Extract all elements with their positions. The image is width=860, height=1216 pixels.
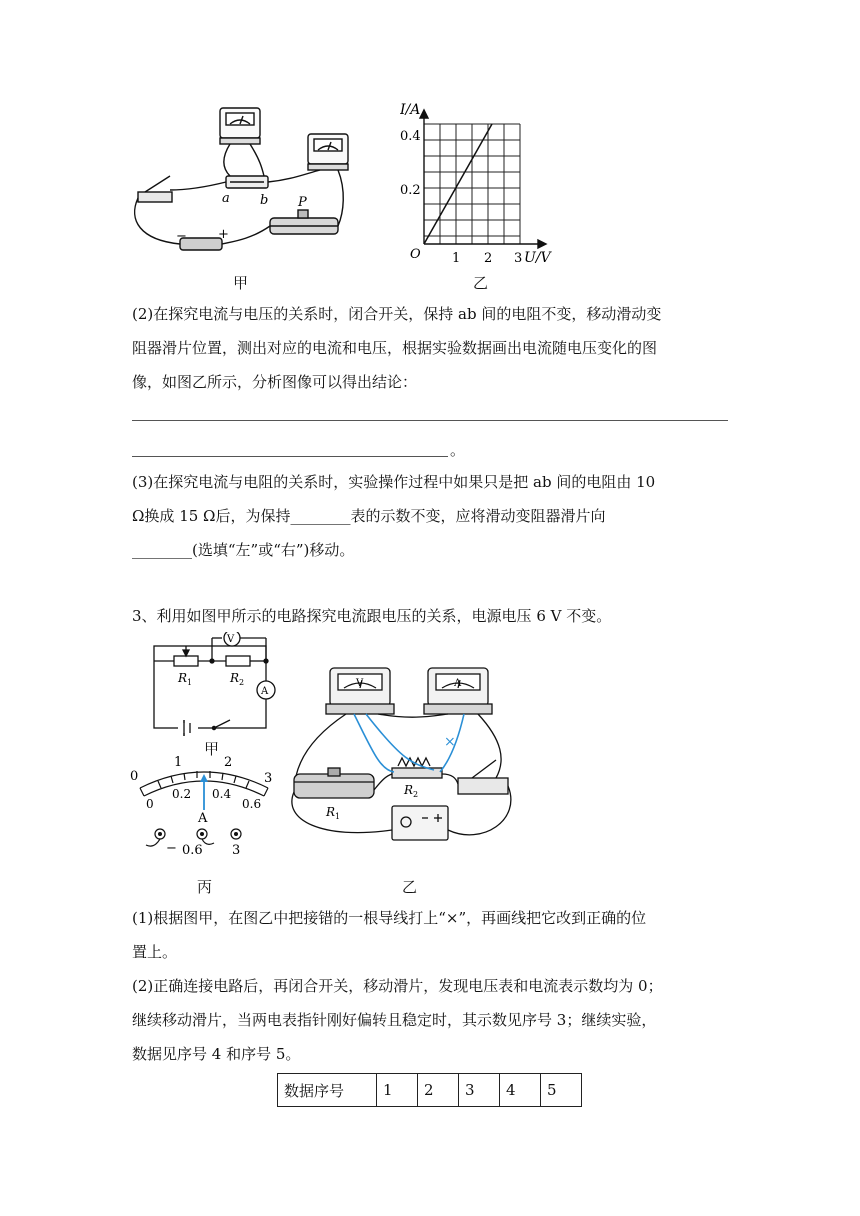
q3-part1-line1: (1)根据图甲，在图乙中把接错的一根导线打上“×”，再画线把它改到正确的位 — [132, 909, 647, 927]
q2-part3-line2: Ω换成 15 Ω后，为保持________表的示数不变，应将滑动变阻器滑片向 — [132, 507, 606, 525]
scale-bottom-06: 0.6 — [242, 797, 262, 811]
table-cell-4: 4 — [500, 1074, 541, 1107]
q3-part2-line2: 继续移动滑片，当两电表指针刚好偏转且稳定时，其示数见序号 3；继续实验， — [132, 1011, 657, 1029]
label-minus: − — [176, 229, 187, 244]
q3-caption-bing: 丙 — [197, 878, 213, 896]
label-b: b — [260, 193, 269, 208]
schematic-r1-sub: 1 — [187, 678, 193, 687]
scale-top-2: 2 — [224, 755, 233, 770]
apparatus-ammeter-a: A — [454, 678, 462, 689]
graph-x-tick-3: 3 — [514, 251, 523, 266]
table-cell-1: 1 — [377, 1074, 418, 1107]
answer-blank-line1[interactable] — [132, 420, 728, 421]
table-cell-3: 3 — [459, 1074, 500, 1107]
q2-part2-line2: 阻器滑片位置，测出对应的电流和电压，根据实验数据画出电流随电压变化的图 — [132, 339, 658, 357]
scale-top-3: 3 — [264, 771, 273, 786]
apparatus-figure-yi — [282, 660, 522, 850]
apparatus-r1-sub: 1 — [335, 812, 341, 821]
q2-part2-line1: (2)在探究电流与电压的关系时，闭合开关，保持 ab 间的电阻不变，移动滑动变 — [132, 305, 662, 323]
graph-origin: O — [410, 247, 421, 262]
circuit-figure-jia — [120, 100, 360, 270]
table-cell-2: 2 — [418, 1074, 459, 1107]
iu-graph-yi — [400, 96, 560, 268]
q2-part3-line1: (3)在探究电流与电阻的关系时，实验操作过程中如果只是把 ab 间的电阻由 10 — [132, 473, 656, 491]
schematic-voltmeter-v: V — [227, 634, 235, 645]
ammeter-scale-bing — [124, 752, 284, 864]
apparatus-r1: R — [326, 805, 336, 819]
terminal-minus: − — [166, 841, 177, 856]
graph-x-tick-2: 2 — [484, 251, 493, 266]
circuit-schematic-jia — [148, 632, 280, 750]
answer-blank-line2[interactable] — [132, 456, 448, 457]
q2-part3-line3: ________(选填“左”或“右”)移动。 — [132, 541, 355, 559]
scale-unit-a: A — [198, 811, 208, 826]
label-p: P — [298, 195, 307, 210]
graph-y-tick-02: 0.2 — [400, 183, 421, 198]
table-header-cell: 数据序号 — [278, 1074, 377, 1107]
schematic-r1: R — [178, 671, 188, 685]
figure1-caption-jia: 甲 — [233, 274, 249, 292]
scale-bottom-04: 0.4 — [212, 787, 232, 801]
schematic-r2: R — [230, 671, 240, 685]
graph-y-label: I/A — [400, 102, 421, 118]
q3-part2-line1: (2)正确连接电路后，再闭合开关，移动滑片，发现电压表和电流表示数均为 0； — [132, 977, 663, 995]
apparatus-r2-sub: 2 — [413, 790, 419, 799]
scale-top-1: 1 — [174, 755, 183, 770]
label-a: a — [222, 191, 230, 206]
table-row — [278, 1074, 582, 1107]
wrong-wire-mark: × — [444, 734, 456, 750]
q3-intro: 3、利用如图甲所示的电路探究电流跟电压的关系，电源电压 6 V 不变。 — [132, 607, 612, 625]
apparatus-voltmeter-v: V — [356, 678, 364, 689]
schematic-ammeter-a: A — [261, 686, 269, 697]
q3-part1-line2: 置上。 — [132, 943, 178, 961]
terminal-3: 3 — [232, 843, 241, 858]
label-plus: + — [218, 227, 229, 242]
q3-caption-jia: 甲 — [204, 740, 220, 758]
q3-caption-yi: 乙 — [402, 878, 418, 896]
q3-part2-line3: 数据见序号 4 和序号 5。 — [132, 1045, 301, 1063]
q2-part2-line3: 像，如图乙所示，分析图像可以得出结论： — [132, 373, 418, 391]
graph-x-tick-1: 1 — [452, 251, 461, 266]
graph-y-tick-04: 0.4 — [400, 129, 421, 144]
scale-bottom-02: 0.2 — [172, 787, 192, 801]
data-table — [277, 1073, 582, 1107]
scale-top-0: 0 — [130, 769, 139, 784]
schematic-r2-sub: 2 — [239, 678, 245, 687]
figure1-caption-yi: 乙 — [473, 274, 489, 292]
apparatus-r2: R — [404, 783, 414, 797]
table-cell-5: 5 — [541, 1074, 582, 1107]
terminal-06: 0.6 — [182, 843, 203, 858]
q2-part2-end-mark: 。 — [450, 441, 466, 459]
scale-bottom-0: 0 — [146, 797, 154, 811]
graph-x-label: U/V — [524, 250, 551, 266]
